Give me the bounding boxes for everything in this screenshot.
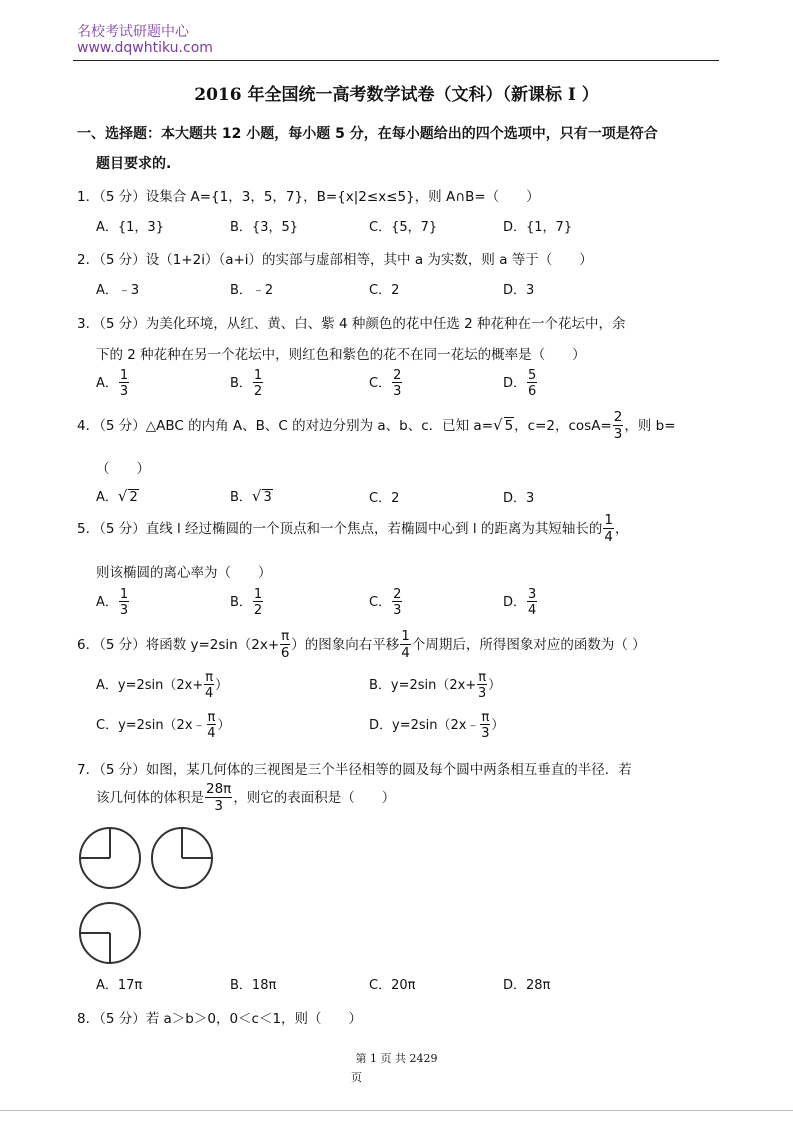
q4-option-a: A．√ 2 [96,487,138,505]
q2-option-b: B．﹣2 [230,283,274,298]
q1-option-a: A．{1，3} [96,220,164,235]
page-footer-line2: 页 [351,1071,362,1084]
page-footer-line1: 第 1 页 共 2429 [355,1052,438,1065]
q7-option-b: B．18π [230,978,277,993]
fraction: $\frac{2}{3}$ [393,368,402,399]
fraction: $\frac{1}{3}$ [119,587,129,618]
three-view-figure [76,826,216,966]
q7-option-d: D．28π [503,978,551,993]
question-4-line2: （ ） [96,461,150,477]
q3-option-c: C． $\frac{2}{3}$ [369,368,402,399]
q4-option-b: B．√ 3 [230,487,272,505]
question-5-line1: 5．（5 分）直线 l 经过椭圆的一个顶点和一个焦点，若椭圆中心到 l 的距离为其短轴长的 $\frac{1}{4}$ ， [77,512,629,545]
section-heading-line2: 题目要求的. [96,156,172,172]
q7-option-c: C．20π [369,978,416,993]
q3-option-a: A． $\frac{1}{3}$ [96,368,129,399]
q2-option-c: C．2 [369,283,400,298]
fraction: $\frac{1}{2}$ [253,368,263,399]
question-7-line2: 该几何体的体积是 $\frac{28\pi}{3}$ ，则它的表面积是（ ） [96,781,396,814]
fraction: $\frac{\pi}{3}$ [481,710,490,741]
header-site-url[interactable]: www.dqwhtiku.com [77,40,213,56]
q6-option-b: B．y=2sin（2x+ $\frac{\pi}{3}$ ） [369,670,502,701]
q3-option-b: B． $\frac{1}{2}$ [230,368,263,399]
fraction: $\frac{3}{4}$ [528,587,537,618]
question-3-line1: 3．（5 分）为美化环境，从红、黄、白、紫 4 种颜色的花中任选 2 种花种在一个花坛中，余 [77,316,626,332]
q1-option-d: D．{1，7} [503,220,573,235]
bottom-divider [0,1110,793,1111]
header-site-name: 名校考试研题中心 [77,24,189,40]
q5-option-d: D． $\frac{3}{4}$ [503,587,537,618]
fraction: $\frac{\pi}{4}$ [207,710,216,741]
question-4-line1: 4．（5 分）△ABC 的内角 A、B、C 的对边分别为 a、b、c．已知 a=√ 5，c=2，cosA= $\frac{2}{3}$ ，则 b= [77,409,676,442]
question-6-stem: 6．（5 分）将函数 y=2sin（2x+ $\frac{\pi}{6}$ ）的图象向右平移 $\frac{1}{4}$ 个周期后，所得图象对应的函数为（ ） [77,628,646,661]
side-view-circle [152,828,212,888]
top-view-circle [80,903,140,963]
page-title: 2016 年全国统一高考数学试卷（文科）（新课标 I ） [194,85,599,105]
q2-option-a: A．﹣3 [96,283,140,298]
fraction: $\frac{28\pi}{3}$ [206,781,232,814]
fraction: $\frac{2}{3}$ [613,409,623,442]
q4-option-d: D．3 [503,491,535,506]
q7-option-a: A．17π [96,978,143,993]
question-8-stem: 8．（5 分）若 a＞b＞0，0＜c＜1，则（ ） [77,1011,363,1027]
fraction: $\frac{1}{2}$ [253,587,263,618]
fraction: $\frac{5}{6}$ [528,368,537,399]
question-3-line2: 下的 2 种花种在另一个花坛中，则红色和紫色的花不在同一花坛的概率是（ ） [96,347,586,363]
q1-option-c: C．{5，7} [369,220,438,235]
front-view-circle [80,828,140,888]
q5-option-c: C． $\frac{2}{3}$ [369,587,402,618]
question-1-stem: 1．（5 分）设集合 A={1，3，5，7}，B={x|2≤x≤5}，则 A∩B=（ ） [77,189,540,205]
q5-option-a: A． $\frac{1}{3}$ [96,587,129,618]
fraction: $\frac{1}{4}$ [401,628,410,661]
q5-option-b: B． $\frac{1}{2}$ [230,587,263,618]
fraction: $\frac{1}{4}$ [604,512,613,545]
header-divider [73,60,719,61]
q1-option-b: B．{3，5} [230,220,299,235]
q6-option-a: A．y=2sin（2x+ $\frac{\pi}{4}$ ） [96,670,229,701]
section-heading-line1: 一、选择题：本大题共 12 小题，每小题 5 分，在每小题给出的四个选项中，只有一项是符合 [77,126,658,142]
fraction: $\frac{\pi}{3}$ [478,670,487,701]
fraction: $\frac{\pi}{6}$ [280,628,290,661]
fraction: $\frac{2}{3}$ [393,587,402,618]
question-5-line2: 则该椭圆的离心率为（ ） [96,565,272,581]
question-2-stem: 2．（5 分）设（1+2i）（a+i）的实部与虚部相等，其中 a 为实数，则 a 等于（ ） [77,252,593,268]
fraction: $\frac{1}{3}$ [119,368,129,399]
q4-option-c: C．2 [369,491,400,506]
fraction: $\frac{\pi}{4}$ [205,670,214,701]
q6-option-d: D．y=2sin（2x﹣ $\frac{\pi}{3}$ ） [369,710,505,741]
q3-option-d: D． $\frac{5}{6}$ [503,368,537,399]
q2-option-d: D．3 [503,283,535,298]
q6-option-c: C．y=2sin（2x﹣ $\frac{\pi}{4}$ ） [96,710,231,741]
question-7-line1: 7．（5 分）如图，某几何体的三视图是三个半径相等的圆及每个圆中两条相互垂直的半径．若 [77,762,632,778]
